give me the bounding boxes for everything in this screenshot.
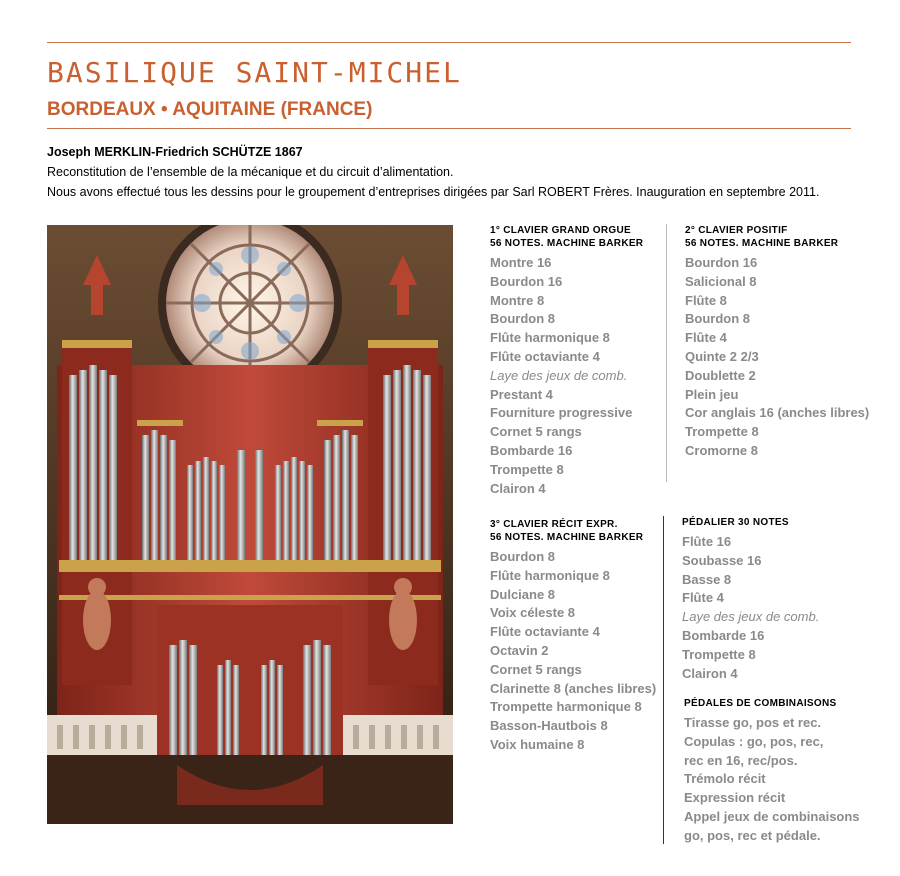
division-title: 3° CLAVIER RÉCIT EXPR. — [490, 519, 618, 530]
stop-item: Copulas : go, pos, rec, — [684, 733, 824, 749]
stop-item: Bourdon 8 — [490, 549, 555, 564]
stop-item: Trémolo récit — [684, 771, 766, 787]
division-combinaisons — [684, 697, 860, 846]
stop-item: Salicional 8 — [685, 273, 757, 289]
stop-item: Voix humaine 8 — [490, 736, 585, 752]
stop-item: Montre 16 — [490, 255, 552, 270]
stop-item: Laye des jeux de comb. — [490, 367, 628, 383]
page-title: BASILIQUE SAINT-MICHEL — [47, 56, 462, 89]
division-title: 2° CLAVIER POSITIF — [685, 225, 788, 236]
stop-item: Doublette 2 — [685, 367, 756, 383]
page-subtitle: BORDEAUX • AQUITAINE (FRANCE) — [47, 99, 373, 120]
stop-item: Plein jeu — [685, 386, 739, 402]
stop-item: Montre 8 — [490, 292, 545, 308]
stop-item: Dulciane 8 — [490, 586, 556, 602]
division-recit — [490, 518, 656, 755]
stop-item: Basse 8 — [682, 571, 732, 587]
organ-photo — [47, 225, 453, 824]
division-grand-orgue — [490, 224, 643, 498]
stop-item: Flûte octaviante 4 — [490, 624, 600, 640]
stop-item: Bourdon 8 — [685, 311, 750, 327]
stop-item: Bombarde 16 — [682, 627, 765, 643]
stop-item: Fourniture progressive — [490, 405, 633, 421]
stop-item: Appel jeux de combinaisons — [684, 808, 860, 824]
stop-item: Flûte 16 — [682, 534, 732, 549]
top-rule — [47, 42, 851, 43]
stop-item: rec en 16, rec/pos. — [684, 752, 798, 768]
stop-item: Bourdon 8 — [490, 311, 555, 327]
stop-item: Flûte octaviante 4 — [490, 348, 600, 364]
stop-item: Cornet 5 rangs — [490, 424, 582, 440]
stop-item: Trompette 8 — [490, 461, 564, 477]
builder-line: Joseph MERKLIN-Friedrich SCHÜTZE 1867 — [47, 145, 303, 159]
stop-item: Trompette 8 — [685, 424, 759, 440]
stop-item: Voix céleste 8 — [490, 605, 576, 621]
stop-list — [490, 254, 643, 498]
stop-item: Cor anglais 16 (anches libres) — [685, 405, 870, 421]
stop-item: Trompette harmonique 8 — [490, 699, 642, 715]
stop-item: Basson-Hautbois 8 — [490, 718, 608, 734]
stop-item: go, pos, rec et pédale. — [684, 827, 821, 843]
stop-item: Quinte 2 2/3 — [685, 348, 759, 364]
intro-line-1: Reconstitution de l’ensemble de la mécanique et du circuit d’alimentation. — [47, 165, 454, 179]
division-title: PÉDALIER 30 NOTES — [682, 517, 789, 528]
stop-list — [685, 254, 869, 461]
stop-list — [682, 533, 819, 683]
stop-item: Expression récit — [684, 790, 786, 806]
stop-item: Octavin 2 — [490, 642, 549, 658]
division-title: PÉDALES DE COMBINAISONS — [684, 698, 837, 709]
stop-list — [684, 714, 860, 846]
header-rule — [47, 128, 851, 129]
column-divider — [663, 516, 664, 844]
division-notes: 56 NOTES. MACHINE BARKER — [490, 238, 644, 249]
column-divider — [666, 224, 667, 482]
stop-item: Prestant 4 — [490, 386, 553, 402]
stop-item: Tirasse go, pos et rec. — [684, 715, 822, 730]
stop-item: Bombarde 16 — [490, 442, 573, 458]
stop-item: Flûte harmonique 8 — [490, 567, 610, 583]
stop-item: Cromorne 8 — [685, 442, 758, 458]
stop-item: Flûte 4 — [685, 330, 727, 346]
stop-item: Flûte harmonique 8 — [490, 330, 610, 346]
stop-item: Cornet 5 rangs — [490, 661, 582, 677]
stop-item: Laye des jeux de comb. — [682, 609, 820, 625]
stop-item: Clairon 4 — [490, 480, 546, 496]
stop-item: Trompette 8 — [682, 646, 756, 662]
division-notes: 56 NOTES. MACHINE BARKER — [490, 532, 644, 543]
stop-item: Flûte 8 — [685, 292, 727, 308]
stop-item: Bourdon 16 — [685, 255, 758, 270]
intro-line-2: Nous avons effectué tous les dessins pour le groupement d’entreprises dirigées par Sarl ROBERT Frères. Inauguration en septembre 2011. — [47, 185, 820, 199]
stop-list — [490, 548, 656, 755]
stop-item: Soubasse 16 — [682, 552, 762, 568]
stop-item: Bourdon 16 — [490, 273, 563, 289]
stop-item: Clarinette 8 (anches libres) — [490, 680, 657, 696]
stop-item: Flûte 4 — [682, 590, 724, 606]
stop-item: Clairon 4 — [682, 665, 738, 681]
division-title: 1° CLAVIER GRAND ORGUE — [490, 225, 631, 236]
division-pedalier — [682, 516, 819, 683]
division-positif — [685, 224, 869, 461]
division-notes: 56 NOTES. MACHINE BARKER — [685, 238, 839, 249]
